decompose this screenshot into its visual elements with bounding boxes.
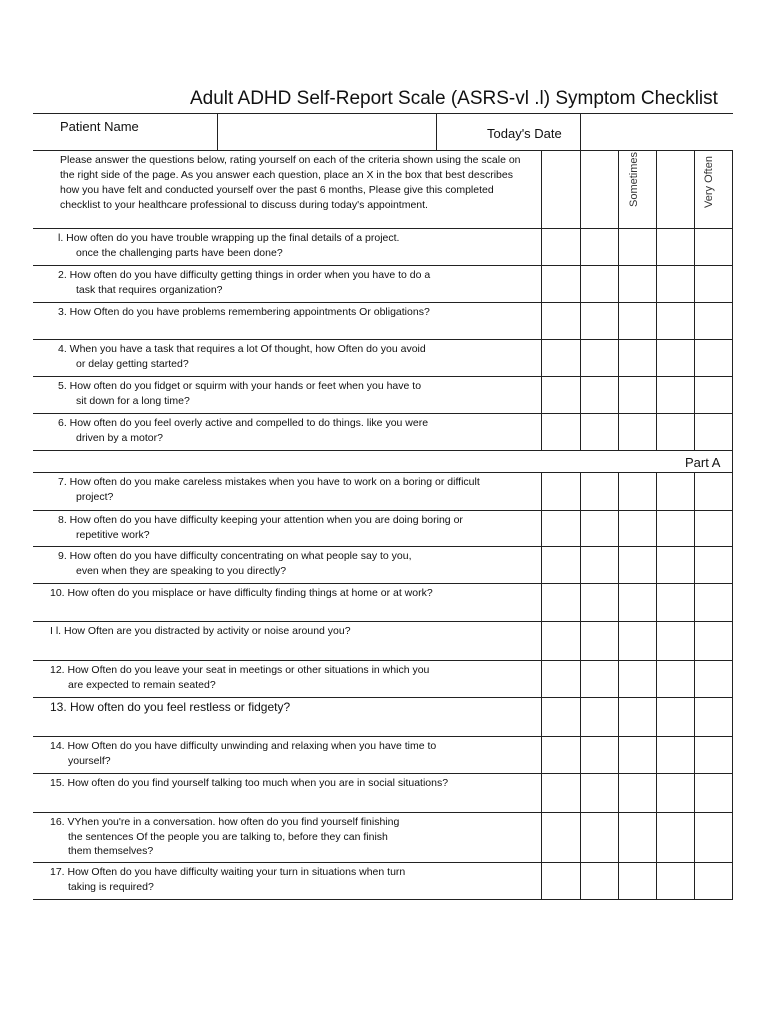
answer-cell[interactable] [695, 737, 732, 773]
answer-cell[interactable] [581, 340, 618, 376]
answer-cell[interactable] [657, 303, 694, 339]
rule [732, 376, 733, 413]
question-line: 4. When you have a task that requires a lot Of thought, how Often do you avoid [58, 343, 426, 355]
question-text [58, 416, 558, 445]
answer-cell[interactable] [581, 813, 618, 862]
question-line: driven by a motor? [76, 431, 163, 444]
scale-header-very-often: Very Often [703, 156, 715, 208]
answer-cell[interactable] [657, 340, 694, 376]
rule [732, 812, 733, 862]
page-title: Adult ADHD Self-Report Scale (ASRS-vl .l) Symptom Checklist [190, 88, 718, 109]
answer-cell[interactable] [657, 473, 694, 510]
answer-cell[interactable] [619, 584, 656, 621]
answer-cell[interactable] [619, 774, 656, 812]
question-text [58, 475, 558, 504]
answer-cell[interactable] [619, 863, 656, 899]
question-line: taking is required? [68, 880, 154, 893]
answer-cell[interactable] [581, 303, 618, 339]
question-line: project? [76, 490, 114, 503]
answer-cell[interactable] [581, 377, 618, 413]
rule [732, 583, 733, 621]
question-line: the sentences Of the people you are talking to, before they can finish [68, 830, 388, 843]
answer-cell[interactable] [695, 622, 732, 660]
rule [732, 736, 733, 773]
rule [732, 862, 733, 899]
rule [33, 150, 733, 151]
answer-cell[interactable] [695, 473, 732, 510]
rule [732, 773, 733, 812]
question-line: 8. How often do you have difficulty keeping your attention when you are doing boring or [58, 514, 463, 526]
answer-cell[interactable] [695, 229, 732, 265]
answer-cell[interactable] [581, 863, 618, 899]
answer-cell[interactable] [695, 511, 732, 546]
answer-cell[interactable] [695, 584, 732, 621]
answer-cell[interactable] [657, 266, 694, 302]
answer-cell[interactable] [619, 473, 656, 510]
answer-cell[interactable] [695, 661, 732, 697]
rule [436, 113, 437, 150]
question-line: yourself? [68, 754, 111, 767]
question-line: 3. How Often do you have problems remembering appointments Or obligations? [58, 306, 430, 318]
answer-cell[interactable] [695, 547, 732, 583]
question-text [58, 305, 558, 320]
answer-cell[interactable] [657, 511, 694, 546]
question-text [58, 342, 558, 371]
question-line: task that requires organization? [76, 283, 223, 296]
question-line: 16. VYhen you're in a conversation. how often do you find yourself finishing [50, 816, 400, 828]
question-text [50, 663, 550, 692]
answer-cell[interactable] [581, 661, 618, 697]
question-line: even when they are speaking to you directly? [76, 564, 287, 577]
answer-cell[interactable] [695, 377, 732, 413]
question-line: l. How often do you have trouble wrapping up the final details of a project. [58, 232, 400, 244]
patient-name-label: Patient Name [60, 119, 139, 134]
answer-cell[interactable] [619, 229, 656, 265]
answer-cell[interactable] [695, 340, 732, 376]
answer-cell[interactable] [657, 661, 694, 697]
question-text [58, 231, 558, 260]
question-line: 13. How often do you feel restless or fidgety? [50, 700, 291, 714]
answer-cell[interactable] [619, 511, 656, 546]
answer-cell[interactable] [619, 303, 656, 339]
answer-cell[interactable] [581, 473, 618, 510]
answer-cell[interactable] [581, 414, 618, 450]
question-text [58, 379, 558, 408]
question-line: are expected to remain seated? [68, 678, 216, 691]
answer-cell[interactable] [581, 622, 618, 660]
answer-cell[interactable] [657, 584, 694, 621]
answer-cell[interactable] [619, 547, 656, 583]
answer-cell[interactable] [657, 622, 694, 660]
answer-cell[interactable] [581, 229, 618, 265]
answer-cell[interactable] [657, 774, 694, 812]
rule [732, 697, 733, 736]
rule [656, 150, 657, 228]
answer-cell[interactable] [695, 698, 732, 736]
answer-cell[interactable] [619, 414, 656, 450]
answer-cell[interactable] [581, 266, 618, 302]
todays-date-label: Today's Date [487, 126, 562, 141]
question-text [50, 586, 550, 601]
question-text [50, 815, 550, 859]
answer-cell[interactable] [619, 377, 656, 413]
answer-cell[interactable] [695, 774, 732, 812]
question-line: 9. How often do you have difficulty concentrating on what people say to you, [58, 550, 412, 562]
question-line: 17. How Often do you have difficulty waiting your turn in situations when turn [50, 866, 406, 878]
rule [580, 113, 581, 150]
rule [732, 546, 733, 583]
question-line: 14. How Often do you have difficulty unwinding and relaxing when you have time to [50, 740, 437, 752]
answer-cell[interactable] [657, 813, 694, 862]
part-a-label: Part A [685, 455, 721, 470]
instructions: Please answer the questions below, rating yourself on each of the criteria shown using the scale on the right side of the page. As you answer each question, place an X in the box that best describes how you have felt and conducted yourself over the past 6 months, Please give this completed checklist to your healthcare professional to discuss during today's appointment. [60, 154, 521, 211]
answer-cell[interactable] [581, 737, 618, 773]
answer-cell[interactable] [657, 547, 694, 583]
question-line: them themselves? [68, 845, 154, 857]
question-line: 7. How often do you make careless mistakes when you have to work on a boring or difficult [58, 476, 480, 488]
rule [541, 150, 542, 228]
answer-cell[interactable] [619, 661, 656, 697]
rule [732, 302, 733, 339]
rule [33, 113, 733, 114]
question-line: 6. How often do you feel overly active and compelled to do things. like you were [58, 417, 429, 429]
answer-cell[interactable] [619, 737, 656, 773]
rule [618, 150, 619, 228]
question-text [50, 865, 550, 894]
question-line: 15. How often do you find yourself talking too much when you are in social situations? [50, 777, 449, 789]
rule [732, 265, 733, 302]
question-text [50, 624, 550, 639]
question-text [58, 549, 558, 578]
rule [217, 113, 218, 150]
rule [732, 450, 733, 472]
answer-cell[interactable] [657, 414, 694, 450]
answer-cell[interactable] [657, 229, 694, 265]
answer-cell[interactable] [581, 774, 618, 812]
rule [732, 150, 733, 228]
question-line: I l. How Often are you distracted by activity or noise around you? [50, 625, 351, 637]
answer-cell[interactable] [619, 340, 656, 376]
answer-cell[interactable] [657, 737, 694, 773]
question-text [50, 739, 550, 768]
question-text [58, 268, 558, 297]
question-line: 5. How often do you fidget or squirm with your hands or feet when you have to [58, 380, 422, 392]
answer-cell[interactable] [695, 303, 732, 339]
answer-cell[interactable] [657, 377, 694, 413]
rule [732, 228, 733, 265]
rule [580, 150, 581, 228]
question-line: once the challenging parts have been done? [76, 246, 283, 259]
answer-cell[interactable] [581, 511, 618, 546]
rule [732, 621, 733, 660]
answer-cell[interactable] [581, 547, 618, 583]
answer-cell[interactable] [695, 863, 732, 899]
rule [732, 339, 733, 376]
answer-cell[interactable] [619, 698, 656, 736]
answer-cell[interactable] [695, 813, 732, 862]
answer-cell[interactable] [581, 698, 618, 736]
rule [732, 660, 733, 697]
rule [694, 150, 695, 228]
rule [732, 510, 733, 546]
answer-cell[interactable] [657, 863, 694, 899]
question-text [50, 776, 550, 791]
answer-cell[interactable] [581, 584, 618, 621]
rule [732, 472, 733, 510]
rule [33, 899, 733, 900]
question-line: sit down for a long time? [76, 394, 190, 407]
question-text [50, 700, 550, 715]
question-line: or delay getting started? [76, 357, 189, 370]
answer-cell[interactable] [695, 266, 732, 302]
question-line: 10. How often do you misplace or have difficulty finding things at home or at work? [50, 587, 433, 599]
question-line: repetitive work? [76, 528, 150, 541]
rule [732, 413, 733, 450]
question-text [58, 513, 558, 542]
answer-cell[interactable] [657, 698, 694, 736]
scale-header-sometimes: Sometimes [628, 151, 640, 207]
answer-cell[interactable] [619, 622, 656, 660]
answer-cell[interactable] [619, 266, 656, 302]
rule [33, 450, 733, 451]
answer-cell[interactable] [619, 813, 656, 862]
answer-cell[interactable] [695, 414, 732, 450]
question-line: 12. How Often do you leave your seat in meetings or other situations in which you [50, 664, 430, 676]
question-line: 2. How often do you have difficulty getting things in order when you have to do a [58, 269, 431, 281]
